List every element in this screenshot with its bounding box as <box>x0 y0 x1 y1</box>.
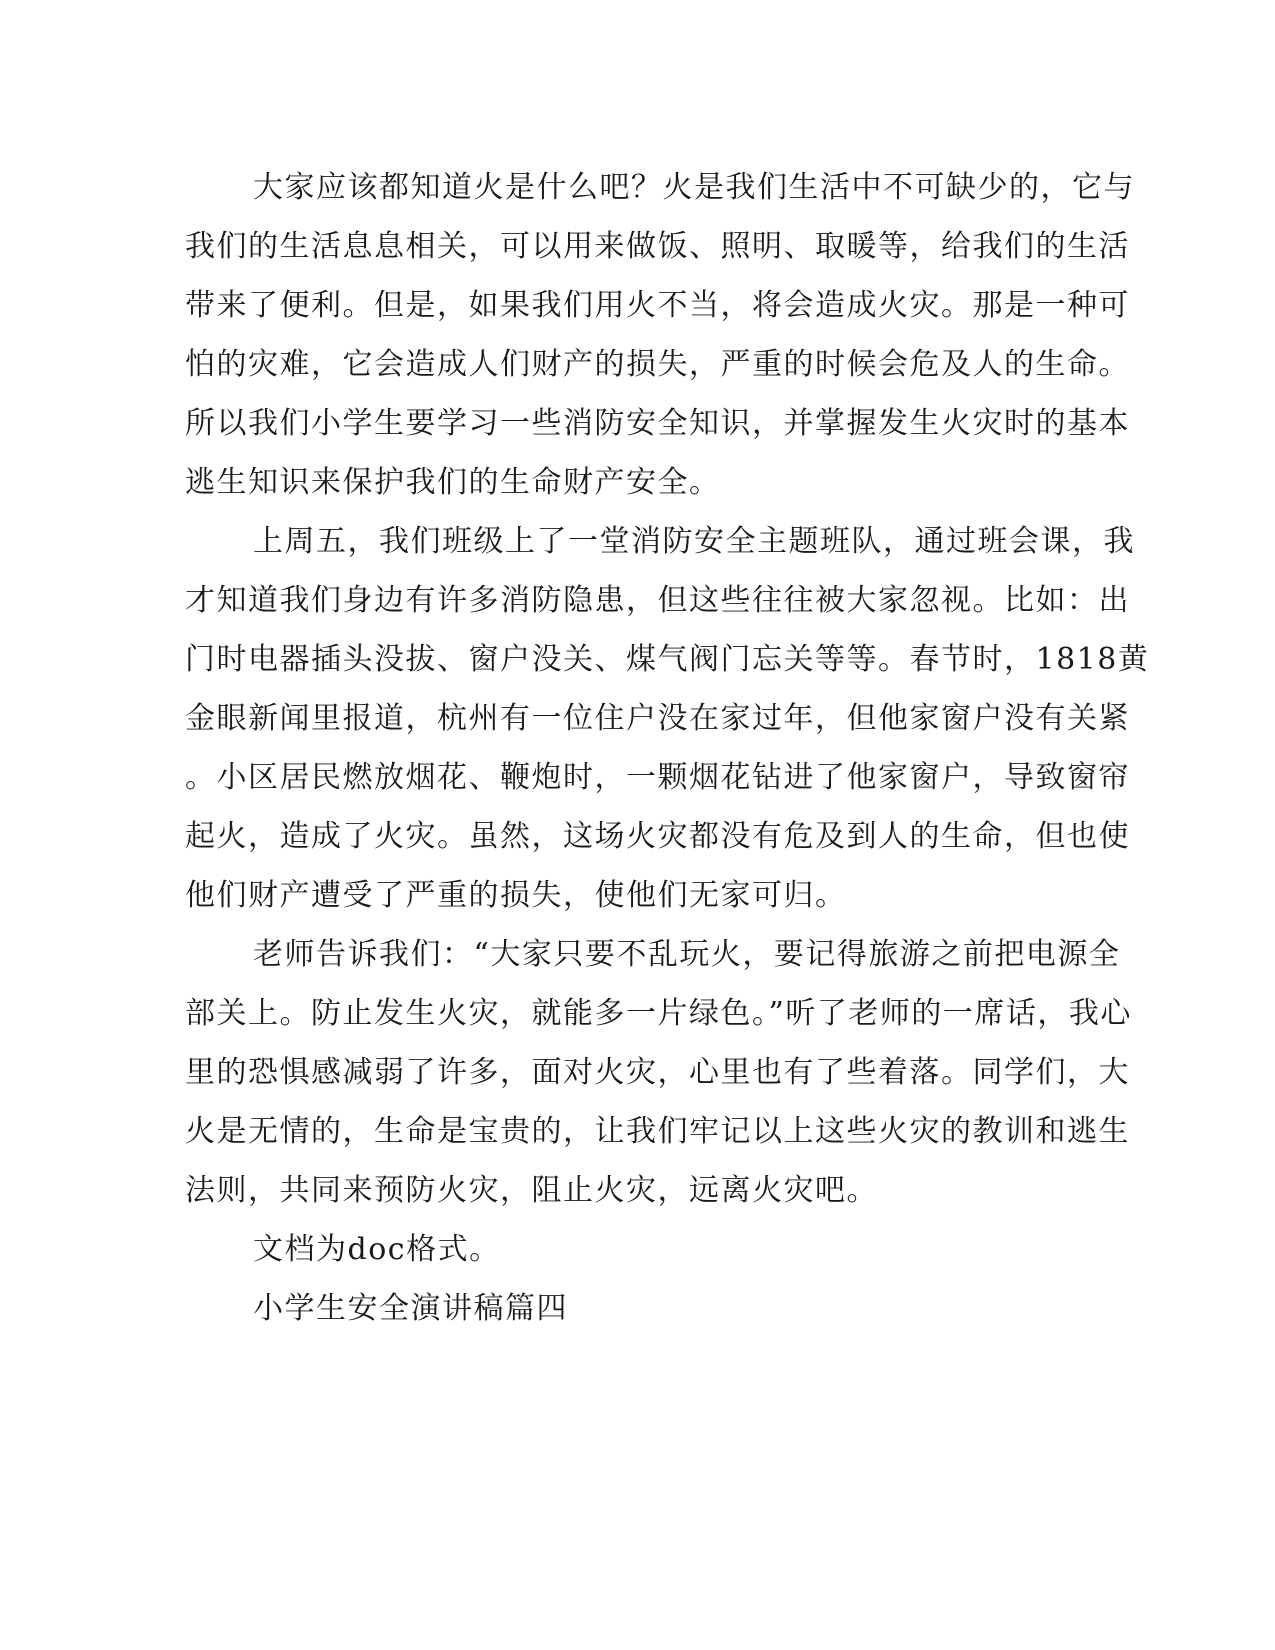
text-line: 带来了便利。但是，如果我们用火不当，将会造成火灾。那是一种可 <box>185 288 1130 323</box>
text-line: 才知道我们身边有许多消防隐患，但这些往往被大家忽视。比如：出 <box>185 583 1130 618</box>
paragraph-format-note <box>185 1220 1085 1279</box>
document-body <box>185 158 1150 1338</box>
text-line: 部关上。防止发生火灾，就能多一片绿色。”听了老师的一席话，我心 <box>185 996 1132 1031</box>
text-line: 所以我们小学生要学习一些消防安全知识，并掌握发生火灾时的基本 <box>185 406 1130 441</box>
text-line: 起火，造成了火灾。虽然，这场火灾都没有危及到人的生命，但也使 <box>185 819 1130 854</box>
text-line: 金眼新闻里报道，杭州有一位住户没在家过年，但他家窗户没有关紧 <box>185 701 1130 736</box>
paragraph-fire-intro <box>185 158 1135 512</box>
text-line: 大家应该都知道火是什么吧？火是我们生活中不可缺少的，它与 <box>253 170 1135 205</box>
text-line: 怕的灾难，它会造成人们财产的损失，严重的时候会危及人的生命。 <box>185 347 1130 382</box>
text-line: 火是无情的，生命是宝贵的，让我们牢记以上这些火灾的教训和逃生 <box>185 1114 1130 1149</box>
text-line: 上周五，我们班级上了一堂消防安全主题班队，通过班会课，我 <box>253 524 1135 559</box>
text-line: 逃生知识来保护我们的生命财产安全。 <box>185 465 721 500</box>
text-line: 小学生安全演讲稿篇四 <box>253 1291 568 1326</box>
text-line: 法则，共同来预防火灾，阻止火灾，远离火灾吧。 <box>185 1173 878 1208</box>
text-line: 里的恐惧感减弱了许多，面对火灾，心里也有了些着落。同学们，大 <box>185 1055 1130 1090</box>
text-line: 。小区居民燃放烟花、鞭炮时，一颗烟花钻进了他家窗户，导致窗帘 <box>185 760 1130 795</box>
paragraph-class-meeting <box>185 512 1150 925</box>
text-line: 我们的生活息息相关，可以用来做饭、照明、取暖等，给我们的生活 <box>185 229 1130 264</box>
text-line: 文档为doc格式。 <box>253 1232 501 1267</box>
text-line: 门时电器插头没拔、窗户没关、煤气阀门忘关等等。春节时，1818黄 <box>185 642 1150 677</box>
paragraph-teacher-advice <box>185 925 1132 1220</box>
text-line: 他们财产遭受了严重的损失，使他们无家可归。 <box>185 878 847 913</box>
text-line: 老师告诉我们：“大家只要不乱玩火，要记得旅游之前把电源全 <box>253 937 1121 972</box>
section-heading <box>185 1279 1085 1338</box>
